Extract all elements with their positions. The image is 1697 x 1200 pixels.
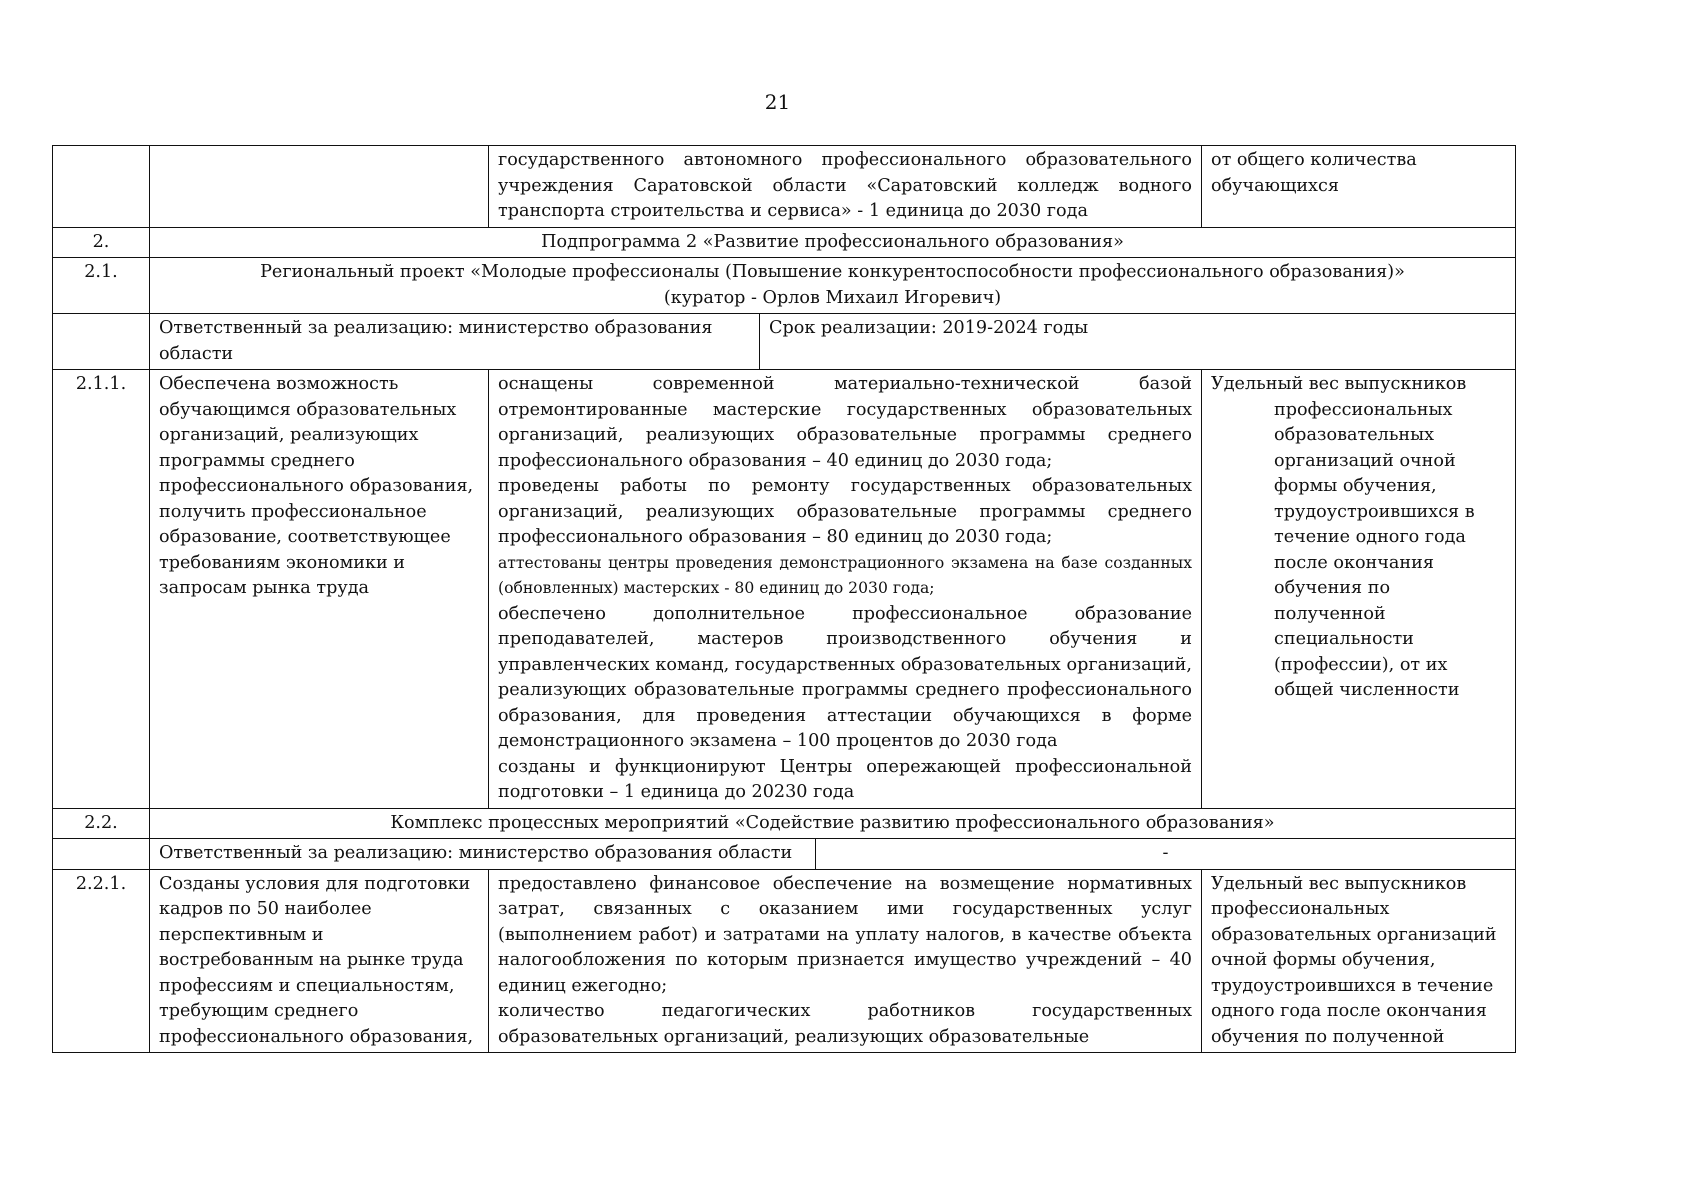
cell-num-empty bbox=[53, 146, 150, 228]
result-item: оснащены современной материально-технической базой отремонтированные мастерские государственных образовательных организаций, реализующих образовательные программы среднего профессионального образования – 40 единиц до 2030 года; bbox=[498, 374, 1192, 471]
subprogram-number: 2. bbox=[53, 227, 150, 258]
complex-period: - bbox=[816, 839, 1516, 870]
project-title: Региональный проект «Молодые профессионалы (Повышение конкурентоспособности профессионального образования)» bbox=[260, 262, 1405, 282]
project-title-cell bbox=[150, 258, 1516, 314]
indicator-cell: Удельный вес выпускников профессиональных образовательных организаций очной формы обучения, трудоустроившихся в течение одного года после окончания обучения по полученной bbox=[1202, 869, 1516, 1053]
project-row bbox=[53, 258, 1516, 314]
continuation-row bbox=[53, 146, 1516, 228]
project-number: 2.1. bbox=[53, 258, 150, 314]
project-period: Срок реализации: 2019-2024 годы bbox=[760, 314, 1516, 370]
project-curator: (куратор - Орлов Михаил Игоревич) bbox=[663, 287, 1002, 308]
result-item: созданы и функционируют Центры опережающей профессиональной подготовки – 1 единица до 20230 года bbox=[498, 756, 1192, 802]
result-item: количество педагогических работников государственных образовательных организаций, реализующих образовательные bbox=[498, 1001, 1192, 1047]
cell-num-empty bbox=[53, 314, 150, 370]
indicator-rest: профессиональных образовательных организаций очной формы обучения, трудоустроившихся в течение одного года после окончания обучения по полученной специальности (профессии), от их общей численности bbox=[1274, 399, 1475, 700]
cell-task-empty bbox=[150, 146, 489, 228]
result-item: обеспечено дополнительное профессиональное образование преподавателей, мастеров производственного обучения и управленческих команд, государственных образовательных организаций, реализующих образовательные программы среднего профессионального образования, для проведения аттестации обучающихся в форме демонстрационного экзамена – 100 процентов до 2030 года bbox=[498, 603, 1192, 751]
row-2-2-1 bbox=[53, 869, 1516, 1053]
indicator-first-line: Удельный вес выпускников bbox=[1211, 374, 1467, 394]
result-item: предоставлено финансовое обеспечение на возмещение нормативных затрат, связанных с оказанием ими государственных услуг (выполнением работ) и затратами на уплату налогов, в качестве объекта налогообложения по которым признается имущество учреждений – 40 единиц ежегодно; bbox=[498, 873, 1192, 996]
project-responsible: Ответственный за реализацию: министерство образования области bbox=[150, 314, 760, 370]
subprogram-row bbox=[53, 227, 1516, 258]
subprogram-title: Подпрограмма 2 «Развитие профессионального образования» bbox=[150, 227, 1516, 258]
complex-number: 2.2. bbox=[53, 808, 150, 839]
result-item: аттестованы центры проведения демонстрационного экзамена на базе созданных (обновленных) мастерских - 80 единиц до 2030 года; bbox=[498, 553, 1192, 597]
complex-row bbox=[53, 808, 1516, 839]
project-responsible-row bbox=[53, 314, 1516, 370]
row-number: 2.2.1. bbox=[53, 869, 150, 1053]
page-number: 21 bbox=[764, 90, 791, 114]
task-cell: Созданы условия для подготовки кадров по 50 наиболее перспективным и востребованным на рынке труда профессиям и специальностям, требующим среднего профессионального образования, bbox=[150, 869, 489, 1053]
complex-responsible: Ответственный за реализацию: министерство образования области bbox=[150, 839, 816, 870]
complex-responsible-row bbox=[53, 839, 1516, 870]
result-item: проведены работы по ремонту государственных образовательных организаций, реализующих образовательные программы среднего профессионального образования – 80 единиц до 2030 года; bbox=[498, 476, 1192, 547]
indicator-cell bbox=[1202, 370, 1516, 809]
results-cell bbox=[489, 869, 1202, 1053]
continuation-result: государственного автономного профессионального образовательного учреждения Саратовской области «Саратовский колледж водного транспорта строительства и сервиса» - 1 единица до 2030 года bbox=[489, 146, 1202, 228]
row-2-1-1 bbox=[53, 370, 1516, 809]
results-cell bbox=[489, 370, 1202, 809]
row-number: 2.1.1. bbox=[53, 370, 150, 809]
program-table bbox=[52, 145, 1516, 1053]
task-cell: Обеспечена возможность обучающимся образовательных организаций, реализующих программы среднего профессионального образования, получить профессиональное образование, соответствующее требованиям экономики и запросам рынка труда bbox=[150, 370, 489, 809]
complex-title: Комплекс процессных мероприятий «Содействие развитию профессионального образования» bbox=[150, 808, 1516, 839]
continuation-indicator: от общего количества обучающихся bbox=[1202, 146, 1516, 228]
cell-num-empty bbox=[53, 839, 150, 870]
